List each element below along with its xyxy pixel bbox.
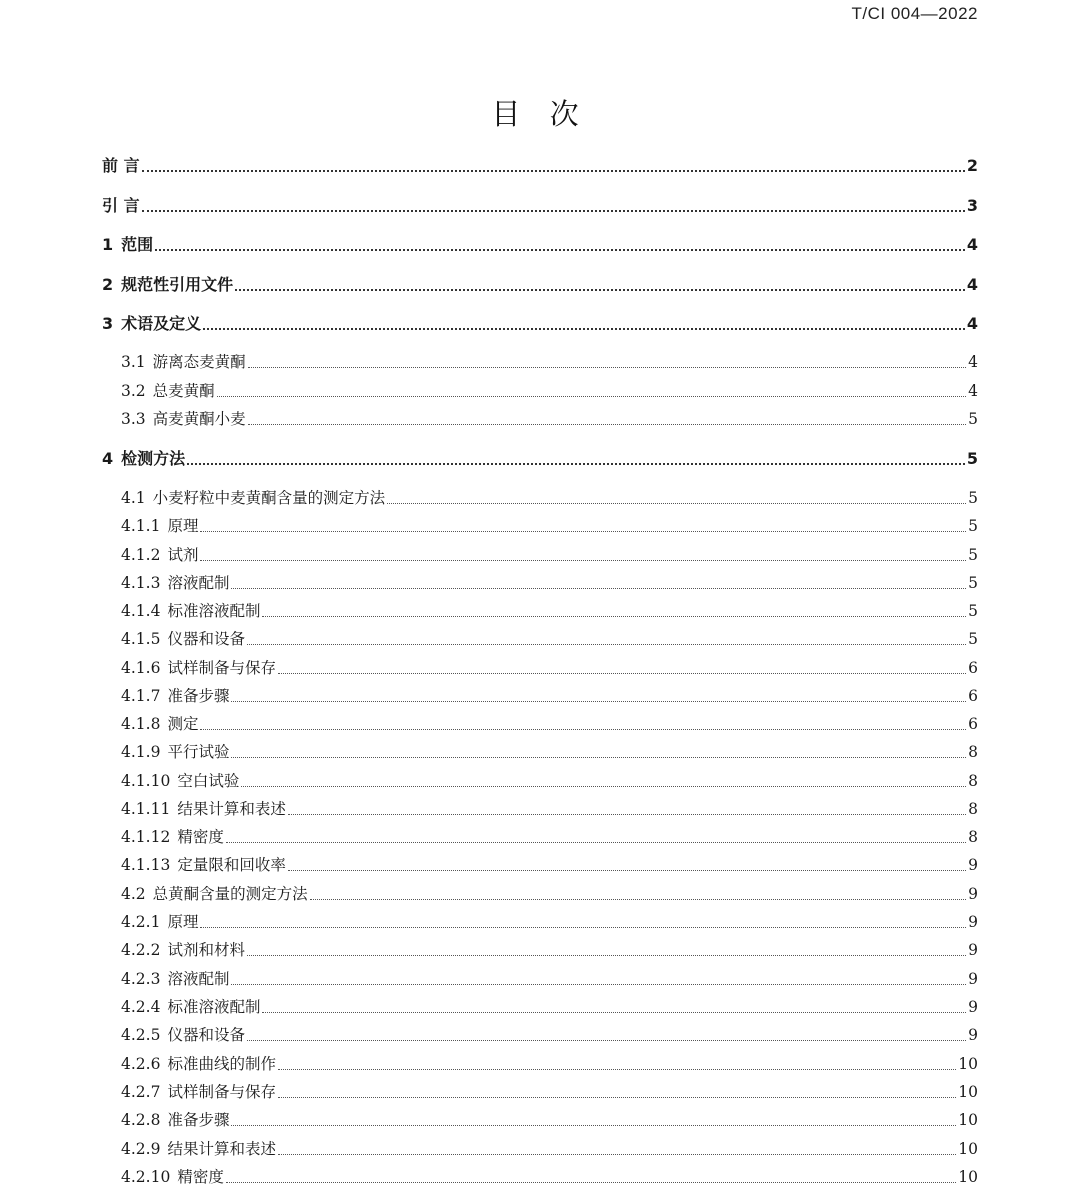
toc-entry-number: 4.2.9 bbox=[121, 1140, 161, 1158]
toc-page-number: 9 bbox=[968, 913, 978, 931]
toc-entry-number: 4.2.1 bbox=[121, 913, 161, 931]
toc-entry[interactable] bbox=[121, 911, 978, 933]
toc-entry-label: 总黄酮含量的测定方法 bbox=[152, 885, 308, 903]
toc-page-number: 8 bbox=[968, 743, 978, 761]
toc-page-number: 4 bbox=[966, 235, 978, 254]
toc-dot-leader bbox=[310, 899, 966, 900]
toc-entry[interactable] bbox=[102, 448, 978, 470]
toc-page-number: 5 bbox=[968, 489, 978, 507]
toc-entry[interactable] bbox=[121, 408, 978, 430]
toc-entry-label: 仪器和设备 bbox=[167, 630, 245, 648]
toc-page-number: 8 bbox=[968, 828, 978, 846]
toc-entry[interactable] bbox=[121, 939, 978, 961]
toc-page-number: 3 bbox=[966, 196, 978, 215]
toc-entry-number: 2 bbox=[102, 275, 114, 294]
toc-entry-number: 4.1.5 bbox=[121, 630, 161, 648]
toc-entry-number: 4.2.4 bbox=[121, 998, 161, 1016]
toc-dot-leader bbox=[247, 955, 966, 956]
toc-entry-label: 准备步骤 bbox=[167, 1111, 230, 1129]
toc-page-number: 9 bbox=[968, 941, 978, 959]
toc-entry-number: 4.2 bbox=[121, 885, 146, 903]
page-title: 目 次 bbox=[491, 97, 589, 131]
toc-entry[interactable] bbox=[102, 195, 978, 217]
toc-page-number: 9 bbox=[968, 970, 978, 988]
toc-dot-leader bbox=[278, 1097, 956, 1098]
toc-entry-number: 4.1 bbox=[121, 489, 146, 507]
toc-entry-label: 标准溶液配制 bbox=[167, 998, 261, 1016]
toc-entry-label: 测定 bbox=[167, 715, 199, 733]
toc-page-number: 10 bbox=[958, 1168, 978, 1186]
toc-entry[interactable] bbox=[121, 380, 978, 402]
toc-entry[interactable] bbox=[121, 968, 978, 990]
toc-entry[interactable] bbox=[121, 798, 978, 820]
toc-dot-leader bbox=[235, 289, 965, 291]
toc-entry[interactable] bbox=[121, 1109, 978, 1131]
toc-entry[interactable] bbox=[121, 854, 978, 876]
toc-entry-number: 4.1.7 bbox=[121, 687, 161, 705]
toc-entry[interactable] bbox=[121, 1053, 978, 1075]
toc-entry-label: 精密度 bbox=[177, 828, 224, 846]
toc-entry-number: 4.1.6 bbox=[121, 659, 161, 677]
toc-entry[interactable] bbox=[121, 685, 978, 707]
toc-entry-label: 溶液配制 bbox=[167, 970, 230, 988]
toc-page-number: 10 bbox=[958, 1140, 978, 1158]
toc-dot-leader bbox=[248, 424, 966, 425]
toc-entry[interactable] bbox=[121, 487, 978, 509]
toc-dot-leader bbox=[241, 786, 966, 787]
toc-entry-label: 总麦黄酮 bbox=[152, 382, 215, 400]
toc-entry[interactable] bbox=[121, 770, 978, 792]
toc-page-number: 6 bbox=[968, 659, 978, 677]
toc-entry-label: 结果计算和表述 bbox=[177, 800, 286, 818]
toc-entry-label: 游离态麦黄酮 bbox=[152, 353, 246, 371]
toc-entry[interactable] bbox=[121, 515, 978, 537]
toc-entry-label: 规范性引用文件 bbox=[121, 275, 234, 294]
toc-entry-number: 4.1.1 bbox=[121, 517, 161, 535]
toc-entry-number: 4.1.3 bbox=[121, 574, 161, 592]
toc-dot-leader bbox=[288, 814, 966, 815]
toc-entry-label: 定量限和回收率 bbox=[177, 856, 286, 874]
toc-entry-number: 4 bbox=[102, 449, 114, 468]
toc-entry-label: 仪器和设备 bbox=[167, 1026, 245, 1044]
toc-page-number: 9 bbox=[968, 856, 978, 874]
toc-dot-leader bbox=[387, 503, 966, 504]
toc-entry-label: 高麦黄酮小麦 bbox=[152, 410, 246, 428]
toc-entry-number: 4.1.9 bbox=[121, 743, 161, 761]
toc-entry-number: 4.1.8 bbox=[121, 715, 161, 733]
toc-page-number: 8 bbox=[968, 772, 978, 790]
toc-dot-leader bbox=[248, 367, 966, 368]
toc-entry-label: 原理 bbox=[167, 913, 199, 931]
toc-entry-label: 平行试验 bbox=[167, 743, 230, 761]
toc-entry-number: 4.1.12 bbox=[121, 828, 171, 846]
toc-page-number: 5 bbox=[966, 449, 978, 468]
toc-entry-label: 溶液配制 bbox=[167, 574, 230, 592]
toc-page-number: 6 bbox=[968, 687, 978, 705]
toc-entry-label: 小麦籽粒中麦黄酮含量的测定方法 bbox=[152, 489, 386, 507]
toc-dot-leader bbox=[203, 328, 965, 330]
toc-page-number: 5 bbox=[968, 410, 978, 428]
toc-entry-label: 标准溶液配制 bbox=[167, 602, 261, 620]
toc-page-number: 9 bbox=[968, 1026, 978, 1044]
toc-dot-leader bbox=[262, 1012, 966, 1013]
toc-page-number: 8 bbox=[968, 800, 978, 818]
toc-page-number: 4 bbox=[966, 275, 978, 294]
toc-entry[interactable] bbox=[121, 826, 978, 848]
toc-page-number: 5 bbox=[968, 546, 978, 564]
toc-dot-leader bbox=[200, 531, 966, 532]
toc-dot-leader bbox=[200, 560, 966, 561]
toc-entry[interactable] bbox=[121, 883, 978, 905]
toc-entry-number: 4.2.2 bbox=[121, 941, 161, 959]
toc-entry-number: 4.2.7 bbox=[121, 1083, 161, 1101]
toc-entry-label: 前 言 bbox=[102, 156, 140, 175]
toc-page-number: 4 bbox=[968, 353, 978, 371]
toc-dot-leader bbox=[187, 463, 965, 465]
toc-page-number: 9 bbox=[968, 885, 978, 903]
toc-entry-number: 4.1.13 bbox=[121, 856, 171, 874]
toc-dot-leader bbox=[231, 588, 966, 589]
toc-entry[interactable] bbox=[102, 313, 978, 335]
toc-entry-number: 1 bbox=[102, 235, 114, 254]
toc-dot-leader bbox=[217, 396, 966, 397]
toc-page-number: 5 bbox=[968, 574, 978, 592]
toc-entry[interactable] bbox=[121, 713, 978, 735]
toc-entry[interactable] bbox=[121, 572, 978, 594]
toc-dot-leader bbox=[200, 729, 966, 730]
toc-dot-leader bbox=[142, 210, 965, 212]
toc-dot-leader bbox=[142, 170, 965, 172]
document-code: T/CI 004—2022 bbox=[851, 4, 978, 23]
toc-entry[interactable] bbox=[121, 351, 978, 373]
toc-entry-label: 术语及定义 bbox=[121, 314, 202, 333]
toc-entry-label: 试剂 bbox=[167, 546, 199, 564]
toc-page-number: 9 bbox=[968, 998, 978, 1016]
toc-entry[interactable] bbox=[102, 234, 978, 256]
toc-entry-label: 标准曲线的制作 bbox=[167, 1055, 276, 1073]
toc-dot-leader bbox=[278, 1154, 956, 1155]
toc-entry-label: 结果计算和表述 bbox=[167, 1140, 276, 1158]
toc-dot-leader bbox=[247, 644, 966, 645]
toc-page-number: 10 bbox=[958, 1055, 978, 1073]
toc-page-number: 5 bbox=[968, 630, 978, 648]
toc-entry-number: 4.1.2 bbox=[121, 546, 161, 564]
toc-entry-label: 空白试验 bbox=[177, 772, 240, 790]
toc-entry-label: 试剂和材料 bbox=[167, 941, 245, 959]
toc-entry[interactable] bbox=[121, 1138, 978, 1160]
toc-entry-number: 4.1.11 bbox=[121, 800, 171, 818]
toc-entry-number: 4.2.5 bbox=[121, 1026, 161, 1044]
toc-dot-leader bbox=[226, 1182, 956, 1183]
toc-dot-leader bbox=[200, 927, 966, 928]
toc-dot-leader bbox=[155, 249, 965, 251]
toc-dot-leader bbox=[231, 757, 966, 758]
toc-entry-number: 4.1.10 bbox=[121, 772, 171, 790]
toc-dot-leader bbox=[262, 616, 966, 617]
toc-dot-leader bbox=[247, 1040, 966, 1041]
toc-entry[interactable] bbox=[121, 628, 978, 650]
toc-entry-label: 试样制备与保存 bbox=[167, 659, 276, 677]
toc-entry[interactable] bbox=[121, 1166, 978, 1188]
toc-entry-label: 准备步骤 bbox=[167, 687, 230, 705]
toc-dot-leader bbox=[278, 1069, 956, 1070]
toc-entry[interactable] bbox=[121, 741, 978, 763]
toc-entry-number: 3 bbox=[102, 314, 114, 333]
toc-entry[interactable] bbox=[121, 1081, 978, 1103]
toc-entry[interactable] bbox=[121, 1024, 978, 1046]
toc-entry[interactable] bbox=[121, 544, 978, 566]
toc-page-number: 10 bbox=[958, 1083, 978, 1101]
toc-dot-leader bbox=[226, 842, 966, 843]
toc-page-number: 4 bbox=[966, 314, 978, 333]
toc-entry-label: 原理 bbox=[167, 517, 199, 535]
toc-entry[interactable] bbox=[121, 657, 978, 679]
toc-entry-number: 3.1 bbox=[121, 353, 146, 371]
toc-page-number: 5 bbox=[968, 602, 978, 620]
toc-dot-leader bbox=[231, 701, 966, 702]
toc-entry-number: 4.2.10 bbox=[121, 1168, 171, 1186]
toc-dot-leader bbox=[231, 1125, 956, 1126]
toc-entry-label: 检测方法 bbox=[121, 449, 186, 468]
toc-dot-leader bbox=[278, 673, 966, 674]
toc-page-number: 5 bbox=[968, 517, 978, 535]
toc-entry-label: 范围 bbox=[121, 235, 154, 254]
toc-entry-number: 4.1.4 bbox=[121, 602, 161, 620]
toc-entry-label: 精密度 bbox=[177, 1168, 224, 1186]
toc-page-number: 6 bbox=[968, 715, 978, 733]
toc-page-number: 10 bbox=[958, 1111, 978, 1129]
toc-dot-leader bbox=[288, 870, 966, 871]
toc-entry-number: 3.2 bbox=[121, 382, 146, 400]
toc-entry[interactable] bbox=[121, 996, 978, 1018]
toc-entry-label: 试样制备与保存 bbox=[167, 1083, 276, 1101]
toc-entry-number: 4.2.6 bbox=[121, 1055, 161, 1073]
toc-entry-label: 引 言 bbox=[102, 196, 140, 215]
toc-page-number: 4 bbox=[968, 382, 978, 400]
toc-dot-leader bbox=[231, 984, 966, 985]
toc-entry-number: 3.3 bbox=[121, 410, 146, 428]
toc-entry-number: 4.2.8 bbox=[121, 1111, 161, 1129]
toc-page-number: 2 bbox=[966, 156, 978, 175]
toc-entry[interactable] bbox=[121, 600, 978, 622]
toc-entry[interactable] bbox=[102, 155, 978, 177]
toc-entry-number: 4.2.3 bbox=[121, 970, 161, 988]
toc-entry[interactable] bbox=[102, 274, 978, 296]
